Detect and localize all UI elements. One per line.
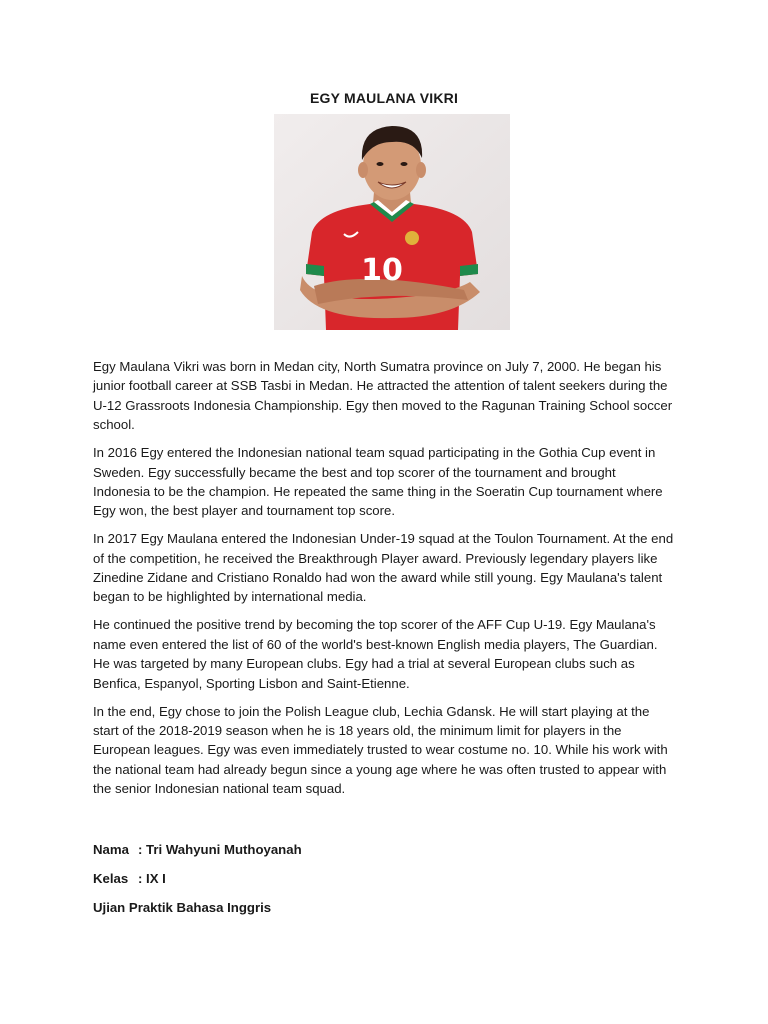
student-info bbox=[93, 840, 302, 927]
name-label: Nama bbox=[93, 842, 129, 857]
name-value: : Tri Wahyuni Muthoyanah bbox=[138, 842, 302, 857]
class-row bbox=[93, 869, 302, 898]
paragraph-lechia-gdansk: In the end, Egy chose to join the Polish League club, Lechia Gdansk. He will start playing at the start of the 2018-2019 season when he is 18 years old, the minimum limit for players in the European leagues. Egy was even immediately trusted to wear costume no. 10. While his work with the national team had already begun since a young age where he was often trusted to appear with the senior Indonesian national team squad. bbox=[93, 703, 668, 797]
player-photo bbox=[274, 114, 510, 330]
class-value: : IX I bbox=[138, 871, 166, 886]
document-title: EGY MAULANA VIKRI bbox=[309, 90, 459, 106]
paragraph-gothia-cup: In 2016 Egy entered the Indonesian national team squad participating in the Gothia Cup event in Sweden. Egy successfully became the best and top scorer of the tournament and brought Indonesia to be the champion. He repeated the same thing in the Soeratin Cup tournament where Egy won, the best player and tournament top score. bbox=[93, 445, 663, 519]
class-label: Kelas bbox=[93, 871, 129, 886]
player-illustration bbox=[274, 114, 510, 330]
svg-text:10: 10 bbox=[361, 253, 403, 288]
exam-title: Ujian Praktik Bahasa Inggris bbox=[93, 900, 272, 915]
paragraph-aff-cup: He continued the positive trend by becoming the top scorer of the AFF Cup U-19. Egy Maulana's name even entered the list of 60 of the world's best-known English media players, The Guardian. He was targeted by many European clubs. Egy had a trial at several European clubs such as Benfica, Espanyol, Sporting Lisbon and Saint-Etienne. bbox=[93, 617, 658, 691]
name-row bbox=[93, 840, 302, 869]
paragraph-toulon: In 2017 Egy Maulana entered the Indonesian Under-19 squad at the Toulon Tournament. At the end of the competition, he received the Breakthrough Player award. Previously legendary players like Zinedine Zidane and Cristiano Ronaldo had won the award while still young. Egy Maulana's talent began to be highlighted by international media. bbox=[93, 531, 674, 605]
paragraph-birth: Egy Maulana Vikri was born in Medan city, North Sumatra province on July 7, 2000. He began his junior football career at SSB Tasbi in Medan. He attracted the attention of talent seekers during the U-12 Grassroots Indonesia Championship. Egy then moved to the Ragunan Training School soccer school. bbox=[93, 359, 673, 433]
biography-text bbox=[93, 357, 675, 807]
